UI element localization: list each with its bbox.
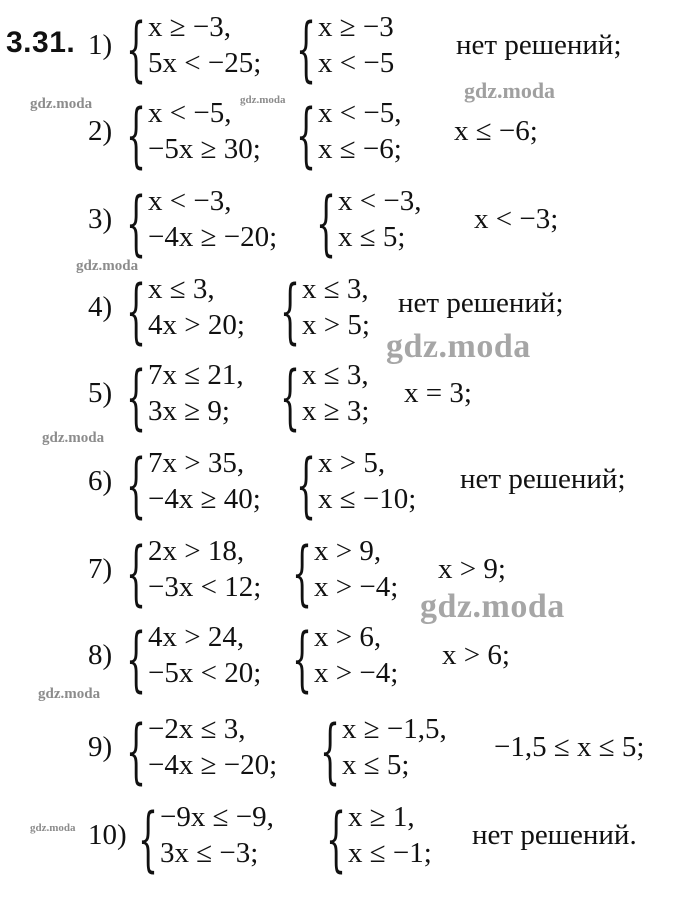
left-brace: { [126,94,147,176]
simplified-line-2: x ≤ −1; [348,837,432,869]
answer: −1,5 ≤ x ≤ 5; [494,731,645,763]
left-brace: { [126,270,147,352]
simplified-line-1: x > 6, [314,621,382,653]
left-brace: { [126,444,147,526]
simplified-line-2: x > 5; [302,309,370,341]
left-brace: { [138,798,159,880]
system-line-1: x < −3, [148,185,232,217]
system-line-1: 4x > 24, [148,621,245,653]
answer: x = 3; [404,377,472,409]
system-line-1: 7x ≤ 21, [148,359,244,391]
left-brace: { [126,710,147,792]
left-brace: { [326,798,347,880]
row-label: 4) [88,291,113,323]
system-row-4 [0,272,690,352]
simplified-line-2: x ≤ 5; [338,221,406,253]
simplified-line-1: x < −5, [318,97,402,129]
simplified-line-2: x < −5 [318,47,395,79]
left-brace: { [316,182,337,264]
simplified-line-1: x > 5, [318,447,386,479]
simplified-line-1: x ≥ −1,5, [342,713,447,745]
left-brace: { [296,94,317,176]
left-brace: { [296,444,317,526]
answer: нет решений; [456,29,622,61]
left-brace: { [126,182,147,264]
system-row-2 [0,96,690,176]
left-brace: { [320,710,341,792]
left-brace: { [292,618,313,700]
simplified-line-1: x > 9, [314,535,382,567]
system-line-2: 3x ≥ 9; [148,395,230,427]
watermark: gdz.moda [30,822,76,834]
system-line-1: x ≤ 3, [148,273,215,305]
answer: нет решений; [460,463,626,495]
system-line-2: −4x ≥ −20; [148,749,278,781]
system-line-1: x < −5, [148,97,232,129]
system-line-2: 4x > 20; [148,309,245,341]
system-line-1: x ≥ −3, [148,11,232,43]
watermark: gdz.moda [420,588,565,625]
system-row-9 [0,712,690,792]
simplified-line-1: x ≤ 3, [302,273,369,305]
simplified-line-2: x > −4; [314,571,399,603]
watermark: gdz.moda [386,328,531,365]
left-brace: { [292,532,313,614]
system-line-1: −9x ≤ −9, [160,801,274,833]
row-label: 6) [88,465,113,497]
watermark: gdz.moda [464,78,556,103]
system-row-10 [0,800,690,880]
row-label: 10) [88,819,127,851]
row-label: 3) [88,203,113,235]
watermark: gdz.moda [30,96,93,112]
system-row-3 [0,184,690,264]
answer: x > 6; [442,639,510,671]
watermark: gdz.moda [42,430,105,446]
simplified-line-2: x > −4; [314,657,399,689]
simplified-line-1: x ≥ −3 [318,11,394,43]
left-brace: { [126,8,147,90]
simplified-line-1: x ≤ 3, [302,359,369,391]
row-label: 9) [88,731,113,763]
system-line-2: 3x ≤ −3; [160,837,259,869]
row-label: 8) [88,639,113,671]
left-brace: { [280,270,301,352]
left-brace: { [296,8,317,90]
left-brace: { [126,356,147,438]
left-brace: { [280,356,301,438]
simplified-line-2: x ≤ −10; [318,483,417,515]
watermark: gdz.moda [240,94,286,106]
system-line-2: 5x < −25; [148,47,262,79]
row-label: 7) [88,553,113,585]
system-line-2: −3x < 12; [148,571,262,603]
simplified-line-2: x ≤ 5; [342,749,410,781]
row-label: 2) [88,115,113,147]
system-line-2: −5x ≥ 30; [148,133,261,165]
answer: x ≤ −6; [454,115,538,147]
answer: нет решений. [472,819,637,851]
simplified-line-2: x ≤ −6; [318,133,402,165]
row-label: 1) [88,29,113,61]
simplified-line-1: x ≥ 1, [348,801,415,833]
system-line-1: 7x > 35, [148,447,245,479]
simplified-line-1: x < −3, [338,185,422,217]
system-line-2: −4x ≥ 40; [148,483,261,515]
simplified-line-2: x ≥ 3; [302,395,370,427]
system-row-7 [0,534,690,614]
left-brace: { [126,532,147,614]
system-row-1 [0,10,690,90]
system-line-1: −2x ≤ 3, [148,713,246,745]
system-line-2: −5x < 20; [148,657,262,689]
watermark: gdz.moda [38,686,101,702]
watermark: gdz.moda [76,258,139,274]
system-row-6 [0,446,690,526]
row-label: 5) [88,377,113,409]
left-brace: { [126,618,147,700]
problem-number: 3.31. [6,26,76,59]
system-line-2: −4x ≥ −20; [148,221,278,253]
system-line-1: 2x > 18, [148,535,245,567]
answer: нет решений; [398,287,564,319]
answer: x > 9; [438,553,506,585]
system-row-8 [0,620,690,700]
system-row-5 [0,358,690,438]
answer: x < −3; [474,203,559,235]
